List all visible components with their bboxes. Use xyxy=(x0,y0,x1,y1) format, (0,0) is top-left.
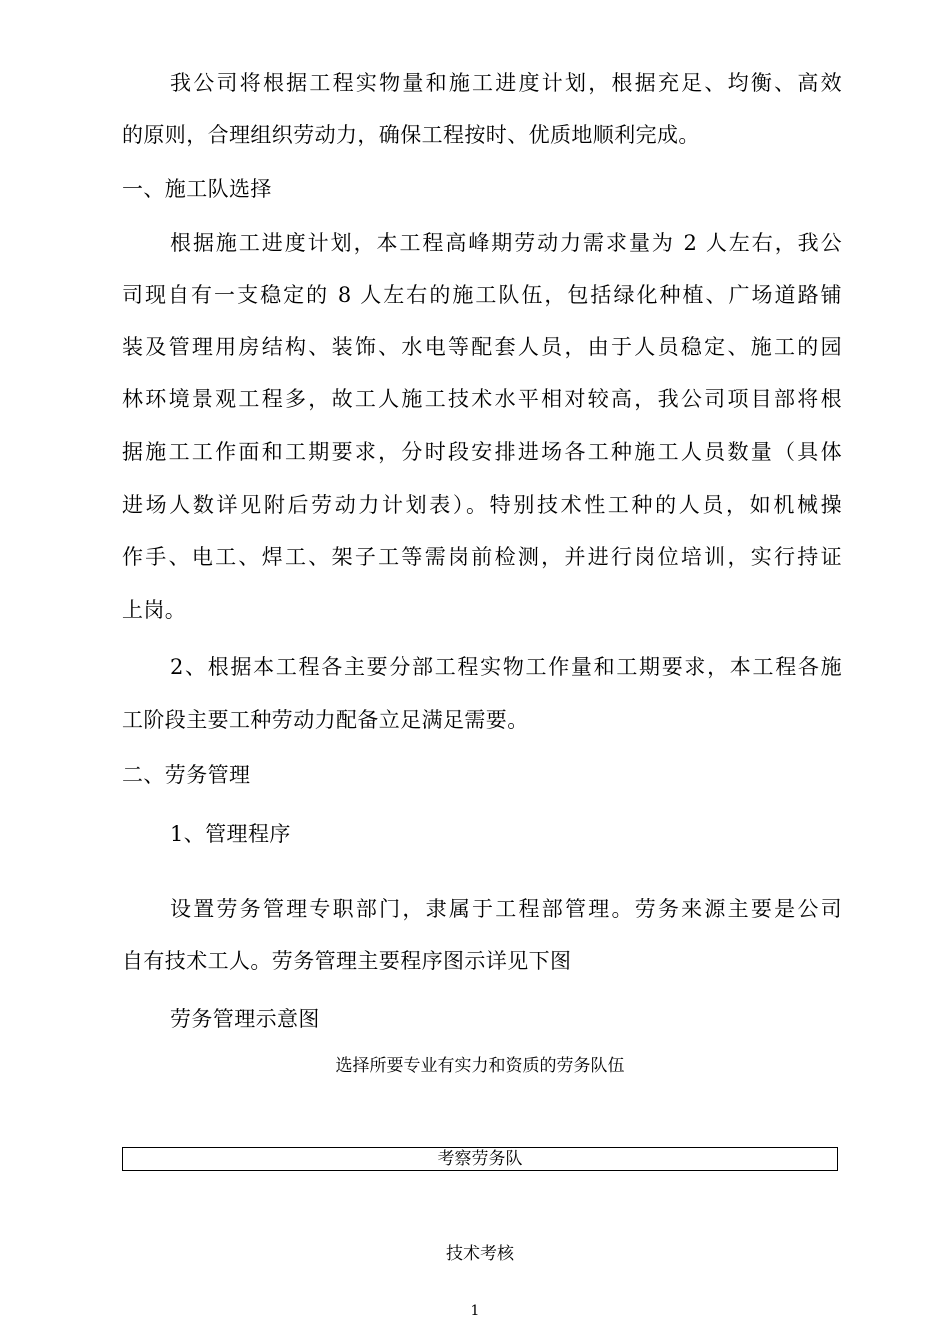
paragraph-1-line-2: 的原则，合理组织劳动力，确保工程按时、优质地顺利完成。 xyxy=(122,123,700,147)
paragraph-2-line-1: 根据施工进度计划，本工程高峰期劳动力需求量为 2 人左右，我公 xyxy=(170,231,842,255)
diagram-title: 劳务管理示意图 xyxy=(170,1007,320,1031)
page-number: 1 xyxy=(470,1303,480,1319)
paragraph-2-line-3: 装及管理用房结构、装饰、水电等配套人员，由于人员稳定、施工的园 xyxy=(122,335,842,359)
flow-step-technical-assessment: 技术考核 xyxy=(446,1244,514,1264)
paragraph-1-line-1: 我公司将根据工程实物量和施工进度计划，根据充足、均衡、高效 xyxy=(170,71,842,95)
paragraph-2-line-8: 上岗。 xyxy=(122,598,187,622)
paragraph-4-line-1: 设置劳务管理专职部门，隶属于工程部管理。劳务来源主要是公司 xyxy=(170,897,842,921)
section-heading-labor-management: 二、劳务管理 xyxy=(122,763,251,787)
paragraph-3-line-1: 2、根据本工程各主要分部工程实物工作量和工期要求，本工程各施 xyxy=(170,655,842,679)
paragraph-3-line-2: 工阶段主要工种劳动力配备立足满足需要。 xyxy=(122,708,529,732)
paragraph-2-line-6: 进场人数详见附后劳动力计划表）。特别技术性工种的人员，如机械操 xyxy=(122,493,842,517)
paragraph-2-line-4: 林环境景观工程多，故工人施工技术水平相对较高，我公司项目部将根 xyxy=(122,387,842,411)
flow-step-inspect-team: 考察劳务队 xyxy=(122,1147,838,1171)
paragraph-2-line-2: 司现自有一支稳定的 8 人左右的施工队伍，包括绿化种植、广场道路铺 xyxy=(122,283,842,307)
paragraph-2-line-5: 据施工工作面和工期要求，分时段安排进场各工种施工人员数量（具体 xyxy=(122,440,842,464)
paragraph-2-line-7: 作手、电工、焊工、架子工等需岗前检测，并进行岗位培训，实行持证 xyxy=(122,545,842,569)
paragraph-4-line-2: 自有技术工人。劳务管理主要程序图示详见下图 xyxy=(122,949,572,973)
subsection-heading-procedure: 1、管理程序 xyxy=(170,822,291,846)
section-heading-team-selection: 一、施工队选择 xyxy=(122,177,272,201)
flow-step-select-team: 选择所要专业有实力和资质的劳务队伍 xyxy=(335,1056,625,1076)
